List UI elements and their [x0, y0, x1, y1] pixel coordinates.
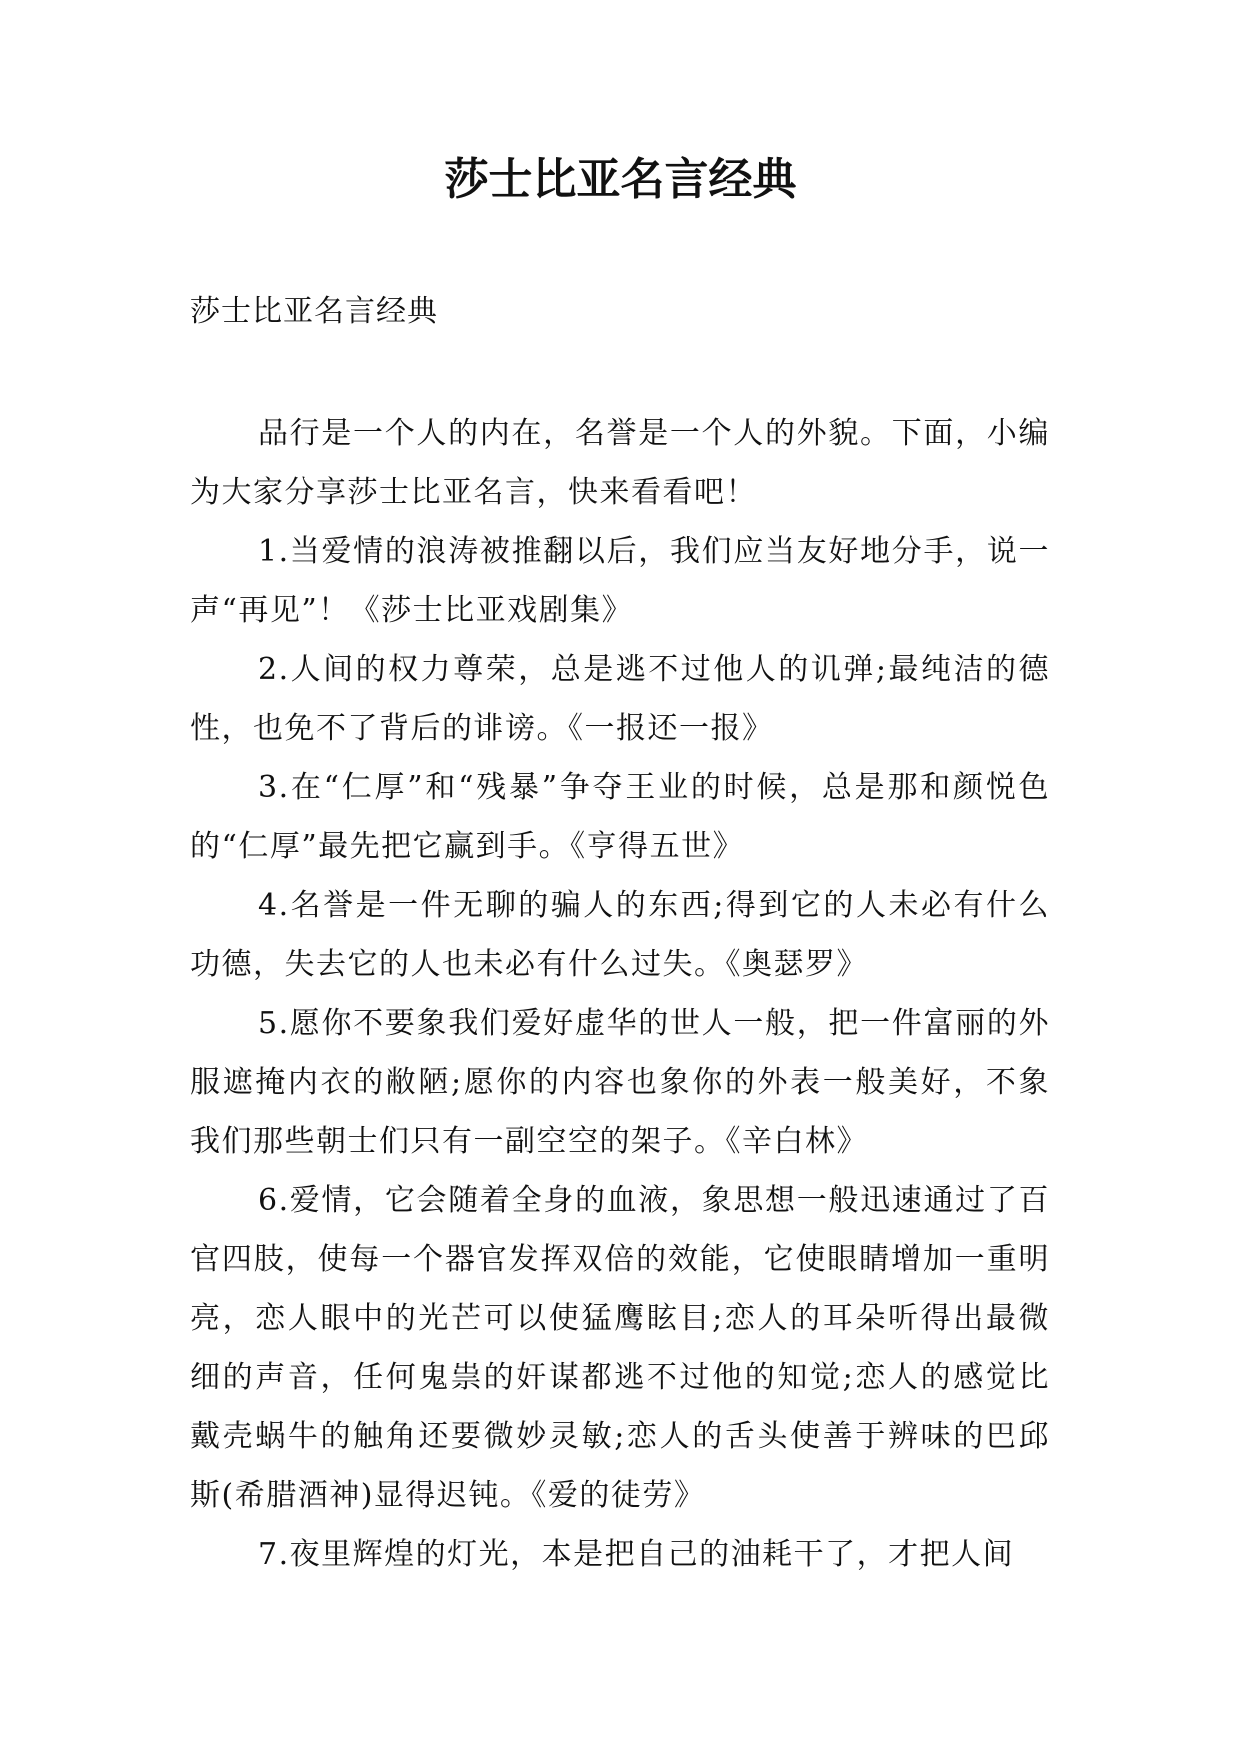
- quote-item-1: 1.当爱情的浪涛被推翻以后，我们应当友好地分手，说一声“再见”！《莎士比亚戏剧集》: [190, 534, 1050, 628]
- quote-item-3: 3.在“仁厚”和“残暴”争夺王业的时候，总是那和颜悦色的“仁厚”最先把它赢到手。《亨得五世》: [190, 770, 1050, 864]
- paragraph-intro: 品行是一个人的内在，名誉是一个人的外貌。下面，小编为大家分享莎士比亚名言，快来看看吧！: [190, 416, 1050, 510]
- quote-item-7: 7.夜里辉煌的灯光，本是把自己的油耗干了，才把人间: [258, 1537, 1015, 1572]
- quote-item-5: 5.愿你不要象我们爱好虚华的世人一般，把一件富丽的外服遮掩内衣的敝陋;愿你的内容也象你的外表一般美好，不象我们那些朝士们只有一副空空的架子。《辛白林》: [190, 1006, 1050, 1159]
- document-body: [190, 404, 1050, 1584]
- quote-item-4: 4.名誉是一件无聊的骗人的东西;得到它的人未必有什么功德，失去它的人也未必有什么过失。《奥瑟罗》: [190, 888, 1050, 982]
- document-subtitle: 莎士比亚名言经典: [190, 294, 438, 329]
- quote-item-6: 6.爱情，它会随着全身的血液，象思想一般迅速通过了百官四肢，使每一个器官发挥双倍的效能，它使眼睛增加一重明亮，恋人眼中的光芒可以使猛鹰眩目;恋人的耳朵听得出最微细的声音，任何鬼祟的奸谋都逃不过他的知觉;恋人的感觉比戴壳蜗牛的触角还要微妙灵敏;恋人的舌头使善于辨味的巴邱斯(希腊酒神)显得迟钝。《爱的徒劳》: [190, 1183, 1050, 1513]
- document-title: 莎士比亚名言经典: [444, 154, 797, 205]
- quote-item-2: 2.人间的权力尊荣，总是逃不过他人的讥弹;最纯洁的德性，也免不了背后的诽谤。《一报还一报》: [190, 652, 1050, 746]
